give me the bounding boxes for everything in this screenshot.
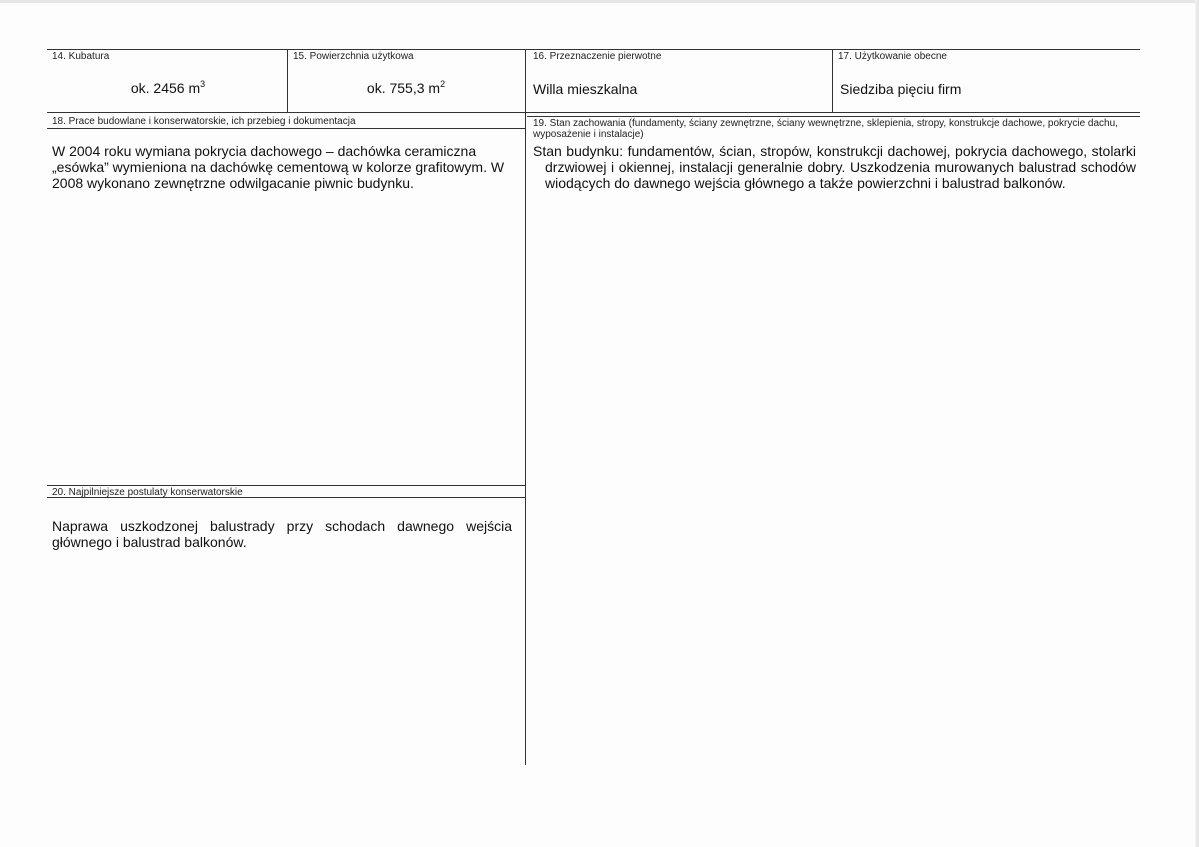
postulaty-label: 20. Najpilniejsze postulaty konserwatorskie xyxy=(52,487,243,498)
prace-budowlane-label: 18. Prace budowlane i konserwatorskie, ich przebieg i dokumentacja xyxy=(52,116,356,127)
przeznaczenie-value: Willa mieszkalna xyxy=(533,81,638,97)
divider-16-17 xyxy=(832,49,833,112)
powierzchnia-label: 15. Powierzchnia użytkowa xyxy=(293,51,414,62)
row1-top-line xyxy=(47,49,1140,50)
divider-14-15 xyxy=(287,49,288,112)
prace-budowlane-text: W 2004 roku wymiana pokrycia dachowego – dachówka ceramiczna „esówka” wymieniona na dachówkę cementową w kolorze grafitowym. W 2008 wykonano zewnętrzne odwilgacanie piwnic budynku. xyxy=(52,143,505,191)
stan-zachowania-text: Stan budynku: fundamentów, ścian, stropów, konstrukcji dachowej, pokrycia dachowego, stolarki drzwiowej i okiennej, instalacji generalnie dobry. Uszkodzenia murowanych balustrad schodów wiodących do dawnego wejścia głównego a także powierzchni i balustrad balkonów. xyxy=(533,143,1136,191)
divider-main-center xyxy=(525,49,526,765)
uzytkowanie-label: 17. Użytkowanie obecne xyxy=(838,51,947,62)
scan-top-edge xyxy=(0,0,1199,3)
stan-zachowania-label: 19. Stan zachowania (fundamenty, ściany zewnętrzne, ściany wewnętrzne, sklepienia, stropy, konstrukcje dachowe, pokrycie dachu, wyposażenie i instalacje) xyxy=(533,118,1118,140)
uzytkowanie-value: Siedziba pięciu firm xyxy=(840,81,962,97)
section20-top-line xyxy=(47,485,525,486)
kubatura-label: 14. Kubatura xyxy=(52,51,110,62)
row2-label-divider-right xyxy=(527,116,1140,117)
postulaty-text: Naprawa uszkodzonej balustrady przy schodach dawnego wejścia głównego i balustrad balkonów. xyxy=(52,518,512,550)
kubatura-value: ok. 2456 $m^3$ xyxy=(130,79,206,96)
powierzchnia-value: ok. 755,3 $m^2$ xyxy=(366,79,446,96)
row2-label-divider-left xyxy=(47,128,525,129)
przeznaczenie-label: 16. Przeznaczenie pierwotne xyxy=(533,51,662,62)
scan-right-edge xyxy=(1195,0,1199,847)
row1-bottom-line xyxy=(47,112,1140,113)
